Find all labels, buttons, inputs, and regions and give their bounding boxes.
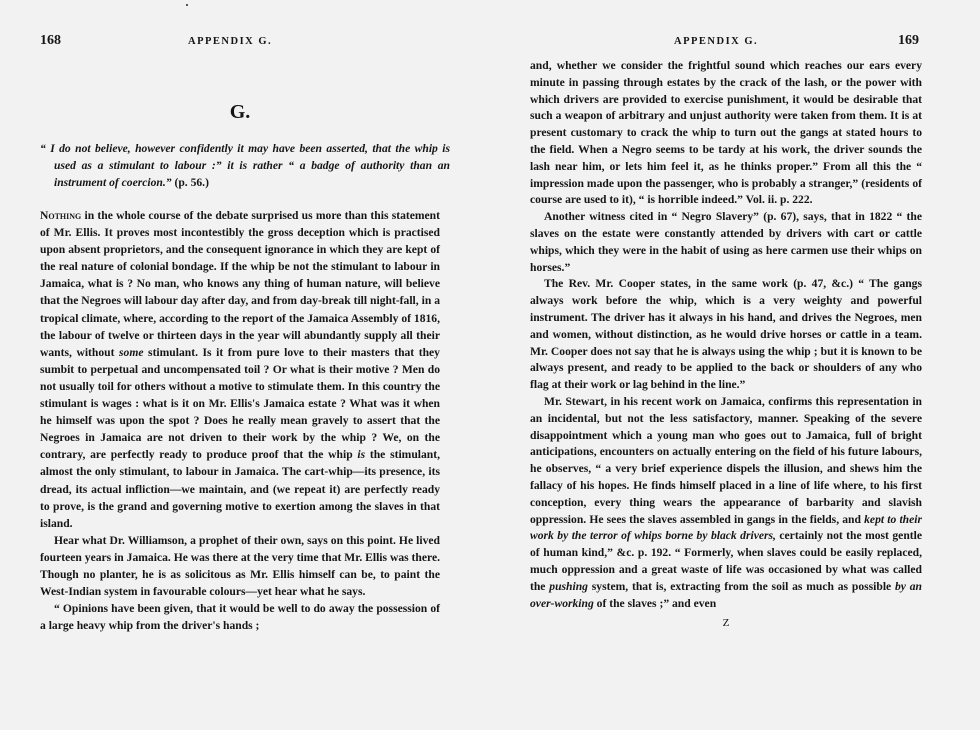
section-heading: G. [229, 101, 251, 123]
paragraph-text: certainly not the most gentle of human kind,” &c. p. 192. “ Formerly, when slaves could be easily replaced, much oppression and a great waste of life was occasioned by what was called the [530, 529, 922, 593]
running-head: APPENDIX G. [188, 36, 273, 47]
paragraph: and, whether we consider the frightful sound which reaches our ears every minute in passing through estates by the crack of the lash, or the power with which drivers are provided to exercise punishment, it would be desirable that such a weapon of arbitrary and unjust authority were taken from them. It is at present customary to crack the whip to turn out the gangs at stated hours to the field. When a Negro seems to be tardy at his work, the driver sounds the lash near him, or lets him feel it, as he thinks proper.” From all this the “ impression made upon the passenger, who is probably a stranger,” (residents of course are used to it), “ is horrible indeed.” Vol. ii. p. 222. [530, 59, 922, 207]
right-page [530, 0, 922, 630]
page-number: 169 [898, 33, 919, 48]
epigraph [40, 140, 450, 191]
signature-mark: Z [722, 617, 730, 630]
epigraph-text: “ I do not believe, however confidently it may have been asserted, that the whip is used as a stimulant to labour :” it is rather “ a badge of authority than an instrument of coercion.” [40, 142, 450, 189]
left-page [40, 0, 450, 634]
emphasis: is [357, 448, 366, 462]
emphasis: pushing [549, 579, 588, 593]
paragraph-text: system, that is, extracting from the soil as much as possible [587, 579, 895, 593]
paragraph: Hear what Dr. Williamson, a prophet of their own, says on this point. He lived fourteen years in Jamaica. He was there at the very time that Mr. Ellis was there. Though no planter, he is as solicitous as Mr. Ellis himself can be, to paint the West-Indian system in favourable colours—yet hear what he says. [40, 533, 440, 599]
epigraph-reference: (p. 56.) [174, 176, 209, 189]
page-header [530, 0, 922, 58]
emphasis: kept to their work by the terror of whips borne by black drivers, [530, 512, 922, 543]
paragraph: Another witness cited in “ Negro Slavery” (p. 67), says, that in 1822 “ the slaves on the estate were constantly attended by drivers with cart or cattle whips, which they were in the habit of using as here carmen use their whips on horses.” [530, 210, 922, 274]
paragraph-text: in the whole course of the debate surprised us more than this statement of Mr. Ellis. It proves most incontestibly the gross deception which is practised upon absent proprietors, and the consequent ignorance in which they are kept of the real nature of colonial bondage. If the whip be not the stimulant to labour in Jamaica, what is ? No man, who knows any thing of human nature, will believe that the Negroes will labour day after day, and from day-break till night-fall, in a tropical climate, where, according to the report of the Jamaica Assembly of 1816, the labour of twelve or thirteen days in the year will abundantly supply all their wants, without [40, 209, 440, 359]
paragraph: The Rev. Mr. Cooper states, in the same work (p. 47, &c.) “ The gangs always work before the whip, which is a very weighty and powerful instrument. The driver has it always in his hand, and drives the Negroes, men and women, without distinction, as he would drive horses or cattle in a team. Mr. Cooper does not say that he is always using the whip ; but it is known to be always present, and ready to be applied to the back or shoulders of any who flag at their work or lag behind in the line.” [530, 277, 922, 392]
body-text [40, 207, 440, 634]
paragraph-text: the stimulant, almost the only stimulant, to labour in Jamaica. The cart-whip—its presence, its dread, its actual infliction—we maintain, and (we repeat it) are perfectly ready to prove, is the grand and governing motive to exertion among the slaves in that island. [40, 448, 440, 530]
paragraph-text: Mr. Stewart, in his recent work on Jamaica, confirms this representation in an incidental, but not the less satisfactory, manner. Speaking of the severe disappointment which a young man who goes out to Jamaica, full of bright anticipations, encounters on actually entering on the field of his future labours, he observes, “ a very brief experience dispels the illusion, and shews him the fallacy of his hopes. He finds himself placed in a line of life where, to his first conception, every thing wears the appearance of barbarity and slavish oppression. He sees the slaves assembled in gangs in the fields, and [530, 394, 922, 526]
paragraph: “ Opinions have been given, that it would be well to do away the possession of a large heavy whip from the driver's hands ; [40, 602, 440, 633]
lead-word: Nothing [40, 209, 82, 222]
emphasis: by an over-working [530, 579, 923, 610]
page-header [40, 0, 440, 56]
body-text [530, 58, 922, 612]
paragraph [40, 207, 440, 532]
emphasis: some [119, 345, 144, 359]
paragraph [530, 394, 922, 612]
page-number: 168 [40, 33, 61, 48]
paragraph-text: of the slaves ;” and even [593, 596, 717, 610]
paragraph-text: stimulant. Is it from pure love to their masters that they sumbit to perpetual and uncompensated toil ? Or what is their motive ? Men do not usually toil for others without a motive to stimulate them. In this country the stimulant is wages : what is it on Mr. Ellis's Jamaica estate ? What was it when he himself was upon the spot ? Does he really mean gravely to assert that the Negroes in Jamaica are not driven to their work by the whip ? We, on the contrary, are perfectly ready to produce proof that the whip [40, 345, 440, 462]
running-head: APPENDIX G. [674, 36, 759, 47]
